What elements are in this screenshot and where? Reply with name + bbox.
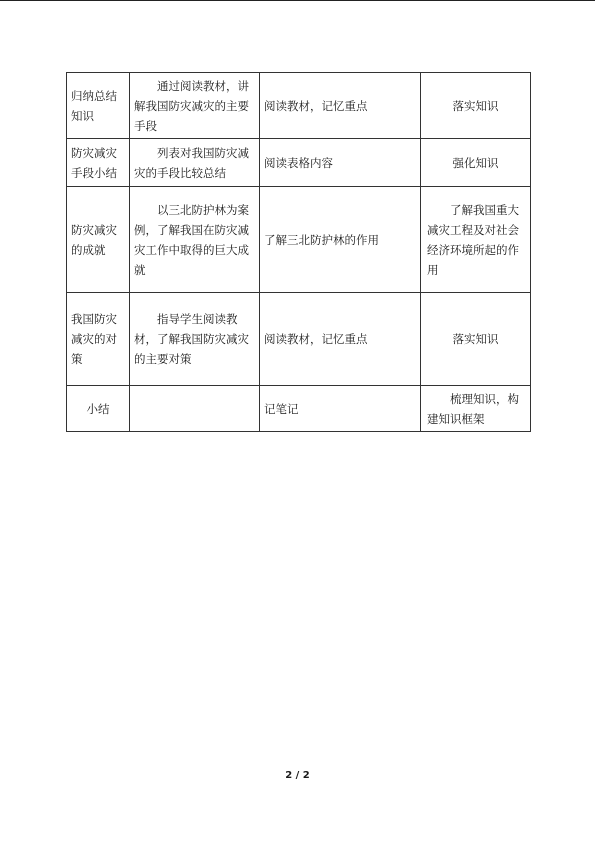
lesson-table: [66, 72, 531, 432]
cell-text: 通过阅读教材，讲解我国防灾减灾的主要手段: [134, 78, 249, 133]
cell-text: 了解我国重大减灾工程及对社会经济环境所起的作用: [427, 202, 519, 277]
table-cell: 了解三北防护林的作用: [260, 187, 421, 293]
cell-text: 列表对我国防灾减灾的手段比较总结: [134, 145, 249, 180]
table-row: [67, 386, 531, 432]
table-cell: 归纳总结知识: [67, 73, 130, 139]
table-cell: [130, 187, 260, 293]
table-cell: 阅读教材，记忆重点: [260, 293, 421, 386]
header-rule: [0, 0, 595, 1]
table-row: [67, 293, 531, 386]
table-cell: 我国防灾减灾的对策: [67, 293, 130, 386]
cell-text: 以三北防护林为案例，了解我国在防灾减灾工作中取得的巨大成就: [134, 202, 249, 277]
table-cell: 强化知识: [421, 139, 531, 187]
table-cell: [421, 187, 531, 293]
table-cell: [130, 293, 260, 386]
table-cell: 记笔记: [260, 386, 421, 432]
table-row: [67, 187, 531, 293]
table-cell: 防灾减灾的成就: [67, 187, 130, 293]
table-cell: 落实知识: [421, 73, 531, 139]
page-number: 2 / 2: [285, 770, 310, 781]
table-cell: 阅读表格内容: [260, 139, 421, 187]
table-cell: [421, 386, 531, 432]
table-cell: 阅读教材，记忆重点: [260, 73, 421, 139]
table-cell: [130, 73, 260, 139]
table-cell: 防灾减灾手段小结: [67, 139, 130, 187]
table-cell: 落实知识: [421, 293, 531, 386]
table-row: [67, 139, 531, 187]
cell-text: 梳理知识，构建知识框架: [427, 391, 519, 426]
table-cell: [130, 386, 260, 432]
table-row: [67, 73, 531, 139]
table-cell: 小结: [67, 386, 130, 432]
table-cell: [130, 139, 260, 187]
cell-text: 指导学生阅读教材，了解我国防灾减灾的主要对策: [134, 312, 249, 366]
